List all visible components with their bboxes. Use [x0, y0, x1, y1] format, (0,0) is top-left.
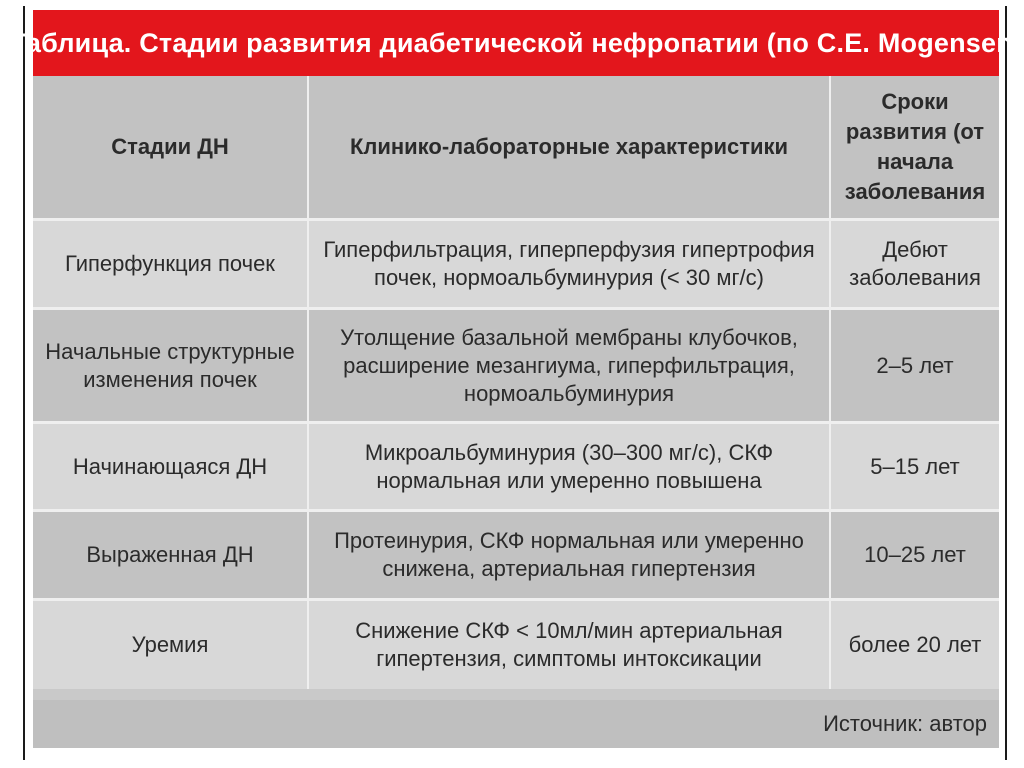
table-row [33, 509, 999, 598]
cell-timing: 2–5 лет [829, 307, 999, 421]
cell-characteristics: Протеинурия, СКФ нормальная или умеренно снижена, артериальная гипертензия [307, 509, 829, 598]
table-row [33, 598, 999, 689]
table-row [33, 421, 999, 509]
table-title: Таблица. Стадии развития диабетической нефропатии (по C.E. Mogensen) [9, 27, 1023, 58]
header-timing: Сроки развития (от начала заболевания [829, 76, 999, 218]
table-row [33, 307, 999, 421]
cell-timing: Дебют заболевания [829, 218, 999, 307]
header-characteristics: Клинико-лабораторные характеристики [307, 76, 829, 218]
cell-stage: Начинающаяся ДН [33, 421, 307, 509]
table-card [9, 10, 1023, 748]
cell-stage: Гиперфункция почек [33, 218, 307, 307]
cell-characteristics: Гиперфильтрация, гиперперфузия гипертрофия почек, нормоальбуминурия (< 30 мг/с) [307, 218, 829, 307]
header-stage: Стадии ДН [33, 76, 307, 218]
cell-stage: Выраженная ДН [33, 509, 307, 598]
source-footer [33, 700, 999, 748]
cell-characteristics: Утолщение базальной мембраны клубочков, расширение мезангиума, гиперфильтрация, нормоальбуминурия [307, 307, 829, 421]
cell-stage: Уремия [33, 598, 307, 689]
cell-timing: 5–15 лет [829, 421, 999, 509]
header-row [33, 76, 999, 218]
cell-timing: более 20 лет [829, 598, 999, 689]
cell-characteristics: Снижение СКФ < 10мл/мин артериальная гипертензия, симптомы интоксикации [307, 598, 829, 689]
document-frame [9, 6, 1023, 760]
cell-stage: Начальные структурные изменения почек [33, 307, 307, 421]
nephropathy-stages-table [33, 76, 999, 689]
table-row [33, 218, 999, 307]
cell-timing: 10–25 лет [829, 509, 999, 598]
cell-characteristics: Микроальбуминурия (30–300 мг/с), СКФ нормальная или умеренно повышена [307, 421, 829, 509]
source-note: Источник: автор [823, 711, 987, 736]
title-bar [9, 10, 1023, 76]
